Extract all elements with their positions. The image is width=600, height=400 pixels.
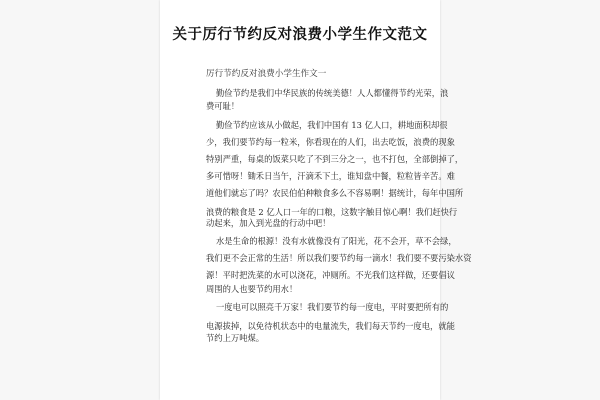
paragraph-line: 勤俭节约是我们中华民族的传统美德！人人都懂得节约光荣，浪 [216, 88, 449, 98]
paragraph-line: 浪费的粮食是 2 亿人口一年的口粮，这数字触目惊心啊！我们赶快行 [206, 207, 458, 217]
paragraph-line: 少，我们要节约每一粒米，你看现在的人们，出去吃饭，浪费的现象 [206, 137, 455, 147]
paragraph-line: 水是生命的根源！没有水就像没有了阳光，花不会开，草不会绿， [216, 236, 457, 246]
paragraph-line: 多可惜呀！锄禾日当午，汗滴禾下土，谁知盘中餐，粒粒皆辛苦。难 [206, 171, 455, 181]
paragraph-line: 节约上万吨煤。 [206, 333, 265, 343]
paragraph-line: 勤俭节约应该从小做起，我们中国有 13 亿人口，耕地面积却很 [216, 120, 448, 130]
paragraph-line: 源！平时把洗菜的水可以浇花，冲厕所。不光我们这样做，还要倡议 [206, 270, 455, 280]
paragraph-line: 我们更不会正常的生活！所以我们要节约每一滴水！我们要不要污染水资 [206, 253, 472, 263]
paragraph-line: 费可耻！ [206, 101, 240, 111]
paragraph-line: 动起来，加入到光盘的行动中吧！ [206, 218, 331, 228]
paragraph-line: 周围的人也要节约用水！ [206, 284, 298, 294]
document-title: 关于厉行节约反对浪费小学生作文范文 [172, 27, 428, 43]
paragraph-line: 道他们就忘了吗？农民伯伯种粮食多么不容易啊！据统计，每年中国所 [206, 188, 464, 198]
paragraph-line: 特别严重，每桌的饭菜只吃了不到三分之一，也不打包，全部倒掉了， [206, 154, 464, 164]
paragraph-line: 电源拔掉，以免待机状态中的电量流失，我们每天节约一度电，就能 [206, 321, 455, 331]
paragraph-line: 一度电可以照亮千万家！我们要节约每一度电，平时要把所有的 [216, 302, 449, 312]
document-subtitle: 厉行节约反对浪费小学生作文一 [206, 69, 327, 79]
document-page [160, 0, 472, 400]
